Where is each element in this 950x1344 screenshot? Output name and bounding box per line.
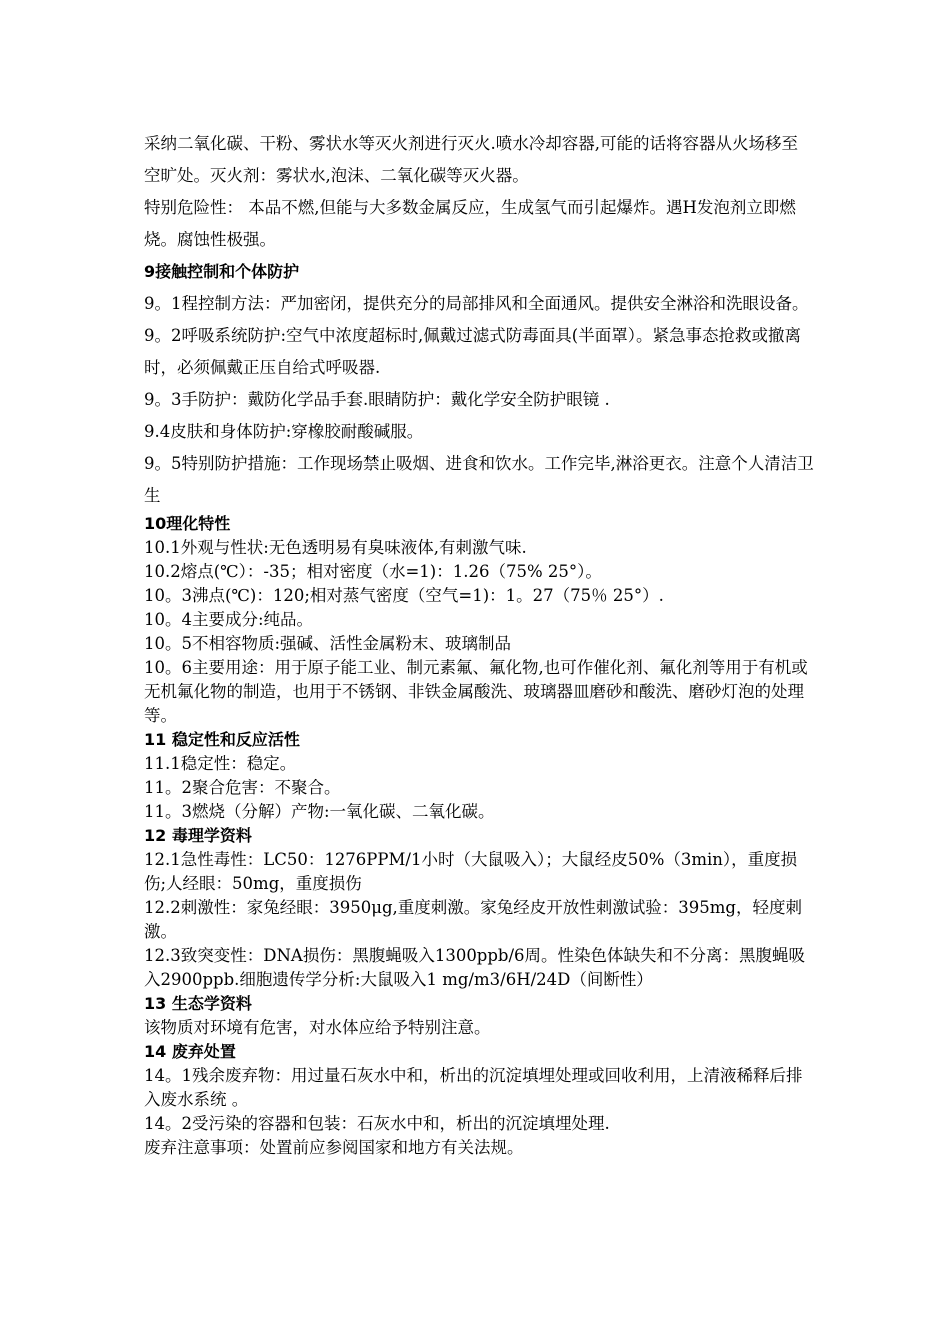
paragraph: 9.4皮肤和身体防护:穿橡胶耐酸碱服。 [144,422,424,441]
paragraph: 12.1急性毒性：LC50：1276PPM/1小时（大鼠吸入）；大鼠经皮50%（3min），重度损伤;人经眼：50mg，重度损伤 [144,850,798,893]
section-heading: 11 稳定性和反应活性 [144,730,300,749]
document-page [144,128,814,1160]
paragraph: 10。4主要成分:纯品。 [144,610,314,629]
paragraph: 10。6主要用途：用于原子能工业、制元素氟、氟化物,也可作催化剂、氟化剂等用于有机或无机氟化物的制造，也用于不锈钢、非铁金属酸洗、玻璃器皿磨砂和酸洗、磨砂灯泡的处理等。 [144,658,808,725]
section-heading: 13 生态学资料 [144,994,252,1013]
properties-block [144,512,814,1160]
paragraph: 11.1稳定性：稳定。 [144,754,297,773]
section-heading: 9接触控制和个体防护 [144,262,300,281]
paragraph: 11。2聚合危害：不聚合。 [144,778,341,797]
paragraph: 9。3手防护：戴防化学品手套.眼睛防护：戴化学安全防护眼镜 . [144,390,610,409]
paragraph: 10.2熔点(℃）：-35；相对密度（水=1)：1.26（75% 25°）。 [144,562,602,581]
paragraph: 废弃注意事项：处置前应参阅国家和地方有关法规。 [144,1138,524,1157]
section-heading: 12 毒理学资料 [144,826,252,845]
paragraph: 10.1外观与性状:无色透明易有臭味液体,有刺激气味. [144,538,527,557]
section-heading: 14 废弃处置 [144,1042,236,1061]
paragraph: 10。5不相容物质:强碱、活性金属粉末、玻璃制品 [144,634,512,653]
paragraph: 9。1程控制方法：严加密闭，提供充分的局部排风和全面通风。提供安全淋浴和洗眼设备。 [144,294,809,313]
paragraph: 9。5特别防护措施：工作现场禁止吸烟、进食和饮水。工作完毕,淋浴更衣。注意个人清洁卫生 [144,454,814,505]
paragraph: 特别危险性： 本品不燃,但能与大多数金属反应，生成氢气而引起爆炸。遇H发泡剂立即燃烧。腐蚀性极强。 [144,198,796,249]
paragraph: 12.2刺激性：家兔经眼：3950μg,重度刺激。家兔经皮开放性刺激试验：395mg，轻度刺激。 [144,898,802,941]
paragraph: 12.3致突变性：DNA损伤：黑腹蝇吸入1300ppb/6周。性染色体缺失和不分离：黑腹蝇吸入2900ppb.细胞遗传学分析:大鼠吸入1 mg/m3/6H/24D（间断性） [144,946,806,989]
paragraph: 9。2呼吸系统防护:空气中浓度超标时,佩戴过滤式防毒面具(半面罩）。紧急事态抢救或撤离时，必须佩戴正压自给式呼吸器. [144,326,801,377]
paragraph: 14。1残余废弃物：用过量石灰水中和，析出的沉淀填埋处理或回收利用，上清液稀释后排入废水系统 。 [144,1066,803,1109]
paragraph: 14。2受污染的容器和包装：石灰水中和，析出的沉淀填埋处理. [144,1114,610,1133]
paragraph: 该物质对环境有危害，对水体应给予特别注意。 [144,1018,491,1037]
section-heading: 10理化特性 [144,514,231,533]
paragraph: 采纳二氧化碳、干粉、雾状水等灭火剂进行灭火.喷水冷却容器,可能的话将容器从火场移至空旷处。灭火剂：雾状水,泡沫、二氧化碳等灭火器。 [144,134,798,185]
paragraph: 11。3燃烧（分解）产物:一氧化碳、二氧化碳。 [144,802,495,821]
paragraph: 10。3沸点(℃)：120;相对蒸气密度（空气=1)：1。27（75％ 25°）. [144,586,664,605]
fire-fighting-block [144,128,814,512]
